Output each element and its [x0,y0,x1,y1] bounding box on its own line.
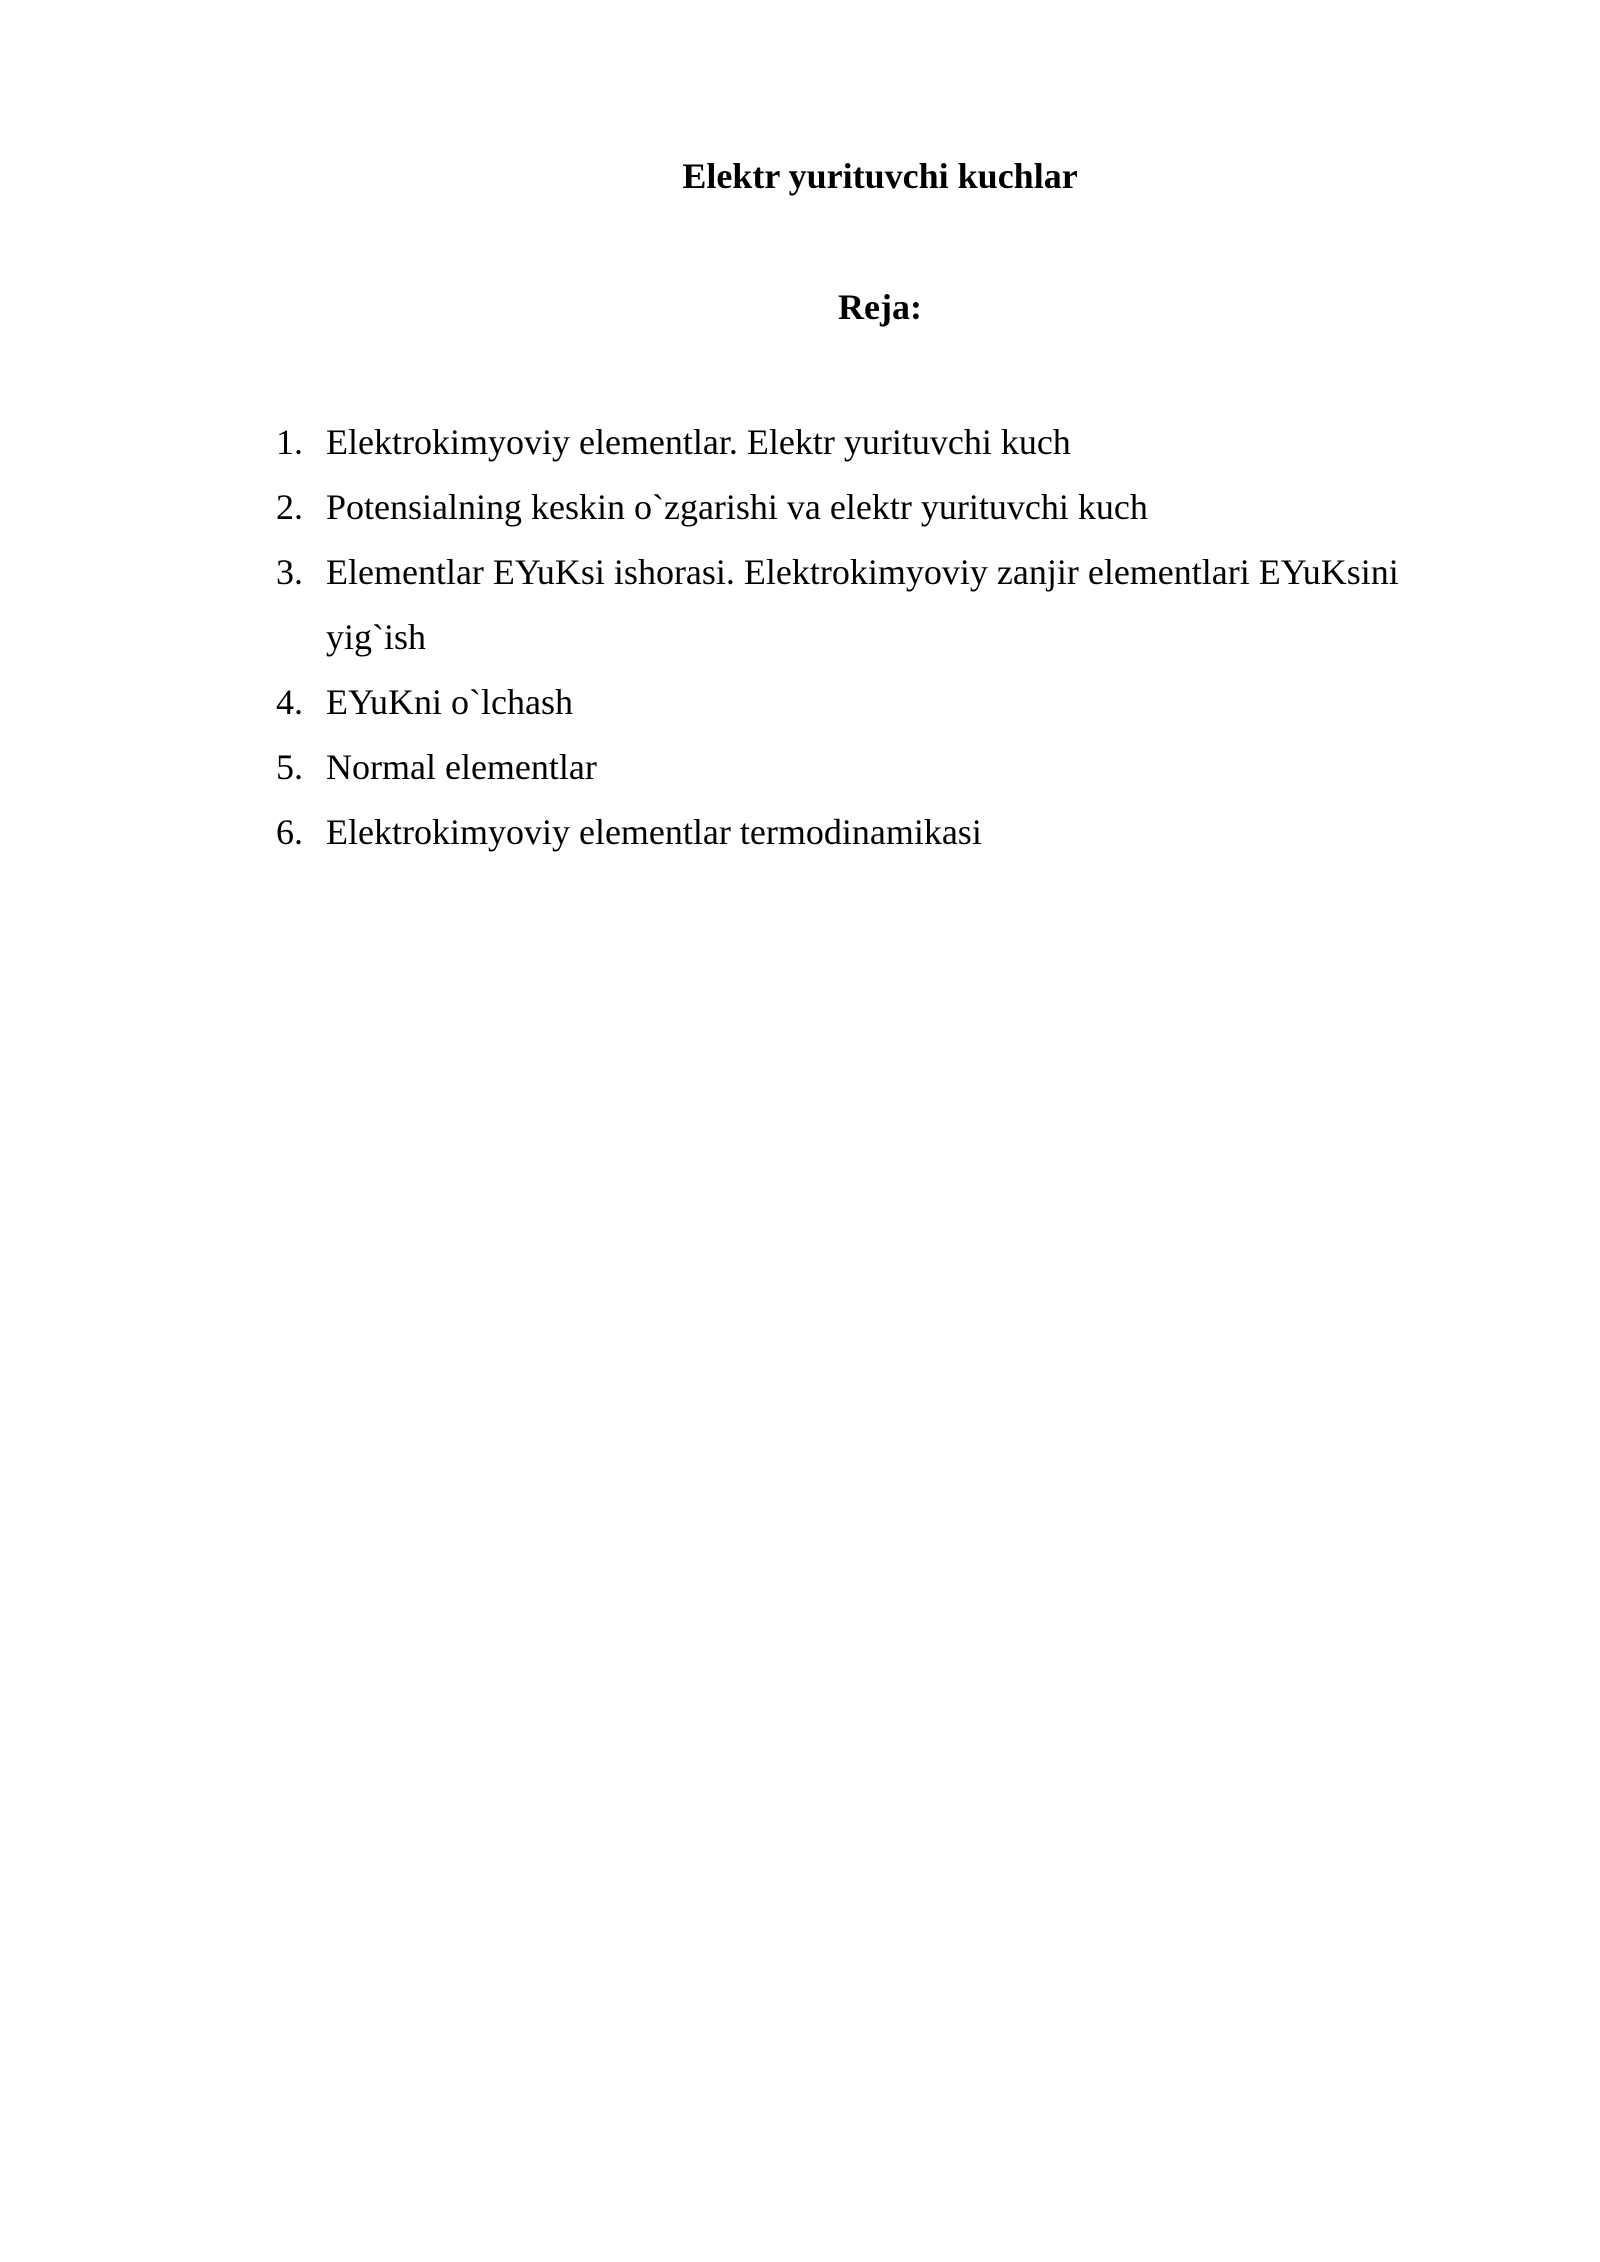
list-item [276,800,1476,865]
list-item-text: Elektrokimyoviy elementlar. Elektr yurituvchi kuch [326,422,1071,462]
document-title: Elektr yurituvchi kuchlar [682,156,1078,196]
list-item [276,410,1476,475]
list-item-number: 3. [276,552,303,592]
list-item-number: 5. [276,747,303,787]
plan-list [276,410,1476,865]
list-item-text: Potensialning keskin o`zgarishi va elektr yurituvchi kuch [326,487,1148,527]
list-item-text: Elektrokimyoviy elementlar termodinamikasi [326,812,982,852]
list-item-number: 1. [276,422,303,462]
list-item-number: 6. [276,812,303,852]
list-item [276,540,1476,670]
plan-heading: Reja: [838,287,922,327]
list-item [276,475,1476,540]
list-item-text: Elementlar EYuKsi ishorasi. Elektrokimyoviy zanjir elementlari EYuKsini yig`ish [326,552,1399,657]
list-item [276,735,1476,800]
list-item-number: 2. [276,487,303,527]
list-item-number: 4. [276,682,303,722]
list-item [276,670,1476,735]
list-item-text: Normal elementlar [326,747,597,787]
list-item-text: EYuKni o`lchash [326,682,573,722]
